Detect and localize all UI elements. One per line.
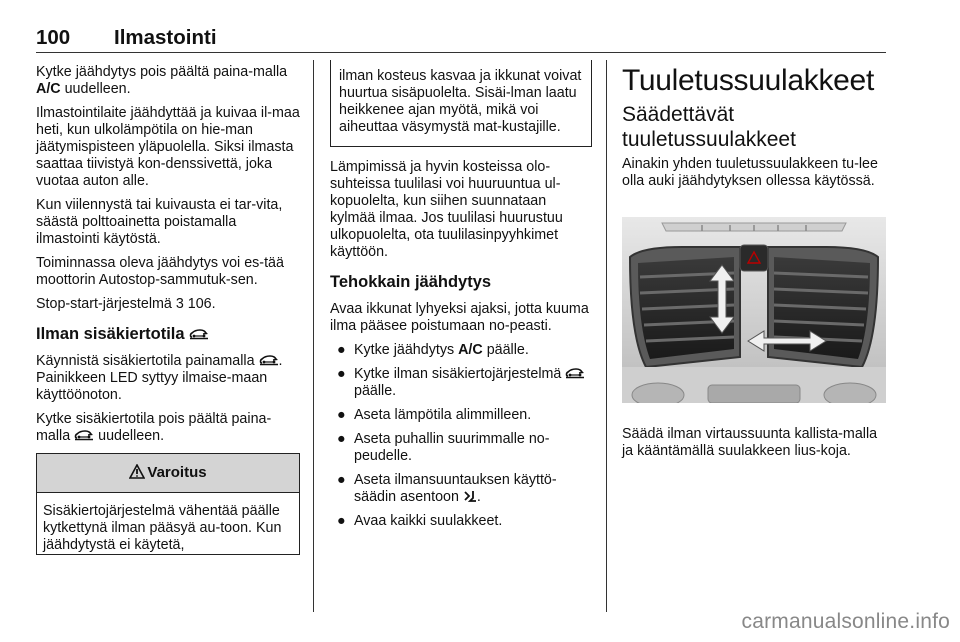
section-heading: Ilman sisäkiertotila	[36, 325, 300, 344]
air-distribution-icon	[463, 490, 477, 503]
page-reference-symbol: 3	[175, 296, 184, 312]
list-item: ● Avaa kaikki suulakkeet.	[337, 513, 503, 529]
list-item: ● Kytke jäähdytys A/C päälle.	[337, 342, 529, 358]
column-1	[36, 64, 300, 555]
paragraph: Kytke jäähdytys pois päältä paina-malla A/C uudelleen.	[36, 64, 288, 97]
header-rule	[36, 52, 886, 53]
page-number: 100	[36, 26, 71, 49]
column-3	[622, 64, 888, 467]
paragraph: Säädä ilman virtaussuunta kallista-malla ja kääntämällä suulakkeen lius-koja.	[622, 426, 878, 459]
ac-label: A/C	[458, 342, 483, 358]
warning-triangle-icon	[129, 464, 145, 479]
paragraph: Stop-start-järjestelmä 3 106.	[36, 296, 216, 312]
paragraph: Toiminnassa oleva jäähdytys voi es-tää moottorin Autostop-sammutuk-sen.	[36, 255, 284, 288]
paragraph: Kytke sisäkiertotila pois päältä paina-malla uudelleen.	[36, 411, 272, 444]
list-item: ● Aseta lämpötila alimmilleen.	[337, 407, 532, 423]
warning-header	[37, 454, 299, 493]
warning-text: Sisäkiertojärjestelmä vähentää päälle kytkettynä ilman pääsyä au-toon. Kun jäähdytystä ei käytetä,	[43, 503, 282, 553]
page-title: Ilmastointi	[114, 26, 217, 49]
paragraph: Kun viilennystä tai kuivausta ei tar-vita, säästä polttoainetta poistamalla ilmastointi käytöstä.	[36, 197, 283, 247]
paragraph: Ainakin yhden tuuletussuulakkeen tu-lee olla auki jäähdytyksen ollessa käytössä.	[622, 156, 878, 189]
bullet-list	[330, 342, 592, 530]
paragraph: Lämpimissä ja hyvin kosteissa olo-suhteissa tuulilasi voi huuruuntua ul-kopuolelta, kun siihen suunnataan kylmää ilmaa. Jos tuulilasi huurustuu ulkopuolelta, ota tuulilasinpyyhkimet käyttöön.	[330, 159, 563, 260]
list-item: ● Aseta puhallin suurimmalle no-peudelle.	[337, 431, 550, 464]
recirculation-icon	[189, 328, 209, 340]
column-divider-2	[606, 60, 607, 612]
column-2	[330, 60, 592, 537]
warning-box	[36, 453, 300, 555]
paragraph: Käynnistä sisäkiertotila painamalla . Painikkeen LED syttyy ilmaise-maan käyttöönoton.	[36, 353, 283, 403]
warning-text-continued: ilman kosteus kasvaa ja ikkunat voivat huurtua sisäpuolelta. Sisäi-lman laatu heikkenee ajan myötä, mikä voi aiheuttaa väsymystä mat-kustajille.	[339, 68, 582, 135]
recirculation-icon	[259, 354, 279, 366]
warning-title: Varoitus	[147, 464, 207, 481]
paragraph: Avaa ikkunat lyhyeksi ajaksi, jotta kuuma ilma pääsee poistumaan no-peasti.	[330, 301, 589, 334]
warning-box-continued	[330, 60, 592, 147]
column-divider-1	[313, 60, 314, 612]
recirculation-icon	[74, 429, 94, 441]
watermark: carmanualsonline.info	[741, 610, 950, 633]
ac-label: A/C	[36, 81, 61, 97]
list-item: ● Aseta ilmansuuntauksen käyttö-säädin asentoon .	[337, 472, 557, 505]
section-heading: Tehokkain jäähdytys	[330, 273, 492, 291]
recirculation-icon	[565, 367, 585, 379]
section-title: Tuuletussuulakkeet	[622, 64, 874, 97]
paragraph: Ilmastointilaite jäähdyttää ja kuivaa il-maa heti, kun ulkolämpötila on hie-man jäätymispisteen yläpuolella. Siksi ilmasta saattaa tiivistyä kon-denssivettä, joka vuotaa auton alle.	[36, 105, 300, 189]
air-vent-photo	[622, 217, 886, 403]
subsection-title: Säädettävät tuuletussuulakkeet	[622, 103, 796, 151]
list-item: ● Kytke ilman sisäkiertojärjestelmä päälle.	[330, 366, 592, 400]
